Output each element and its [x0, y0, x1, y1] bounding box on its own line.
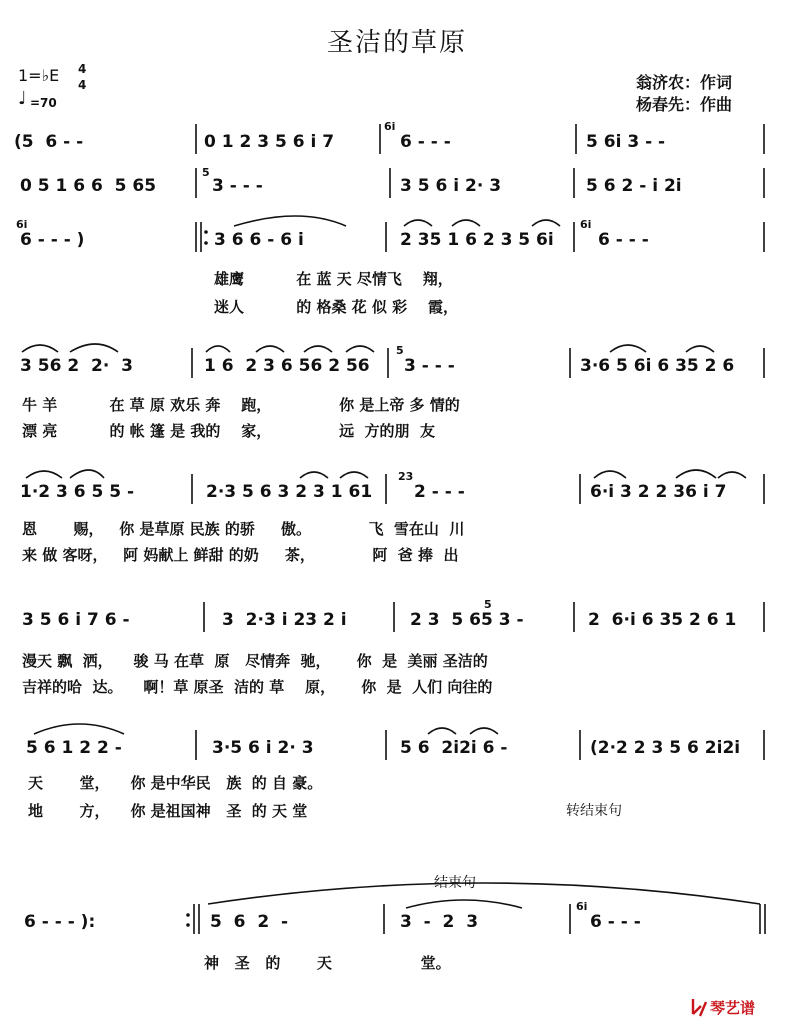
row-7-measure-4: (2·2 2 3 5 6 2i2i — [590, 738, 741, 758]
row-4-measure-3: 3 - - - — [404, 356, 455, 376]
row-2-measure-2: 3 - - - — [212, 176, 263, 196]
row-3-measure-1: 6 - - - ) — [20, 230, 85, 250]
row-5-measure-3: 2 - - - — [414, 482, 465, 502]
row-4-lyric-1: 牛 羊 在 草 原 欢乐 奔 跑， 你 是上帝 多 情的 — [22, 396, 460, 414]
row-8-grace: 6i — [576, 900, 588, 913]
music-note-icon — [690, 996, 708, 1018]
row-4-lyric-2: 漂 亮 的 帐 篷 是 我的 家， 远 方的朋 友 — [22, 422, 435, 440]
row-2-measure-4: 5 6 2 - i 2i — [586, 176, 682, 196]
logo-text: 琴艺谱 — [710, 999, 756, 1017]
row-6-measure-1: 3 5 6 i 7 6 - — [22, 610, 130, 630]
quarter-note-icon: ♩ — [18, 88, 27, 109]
row-1-measure-1: (5 6 - - — [14, 132, 84, 152]
row-4-measure-1: 3 56 2 2· 3 — [20, 356, 133, 376]
key-signature: 1=♭E — [18, 66, 60, 85]
row-8-measure-3: 3 - 2 3 — [400, 912, 479, 932]
row-7-measure-2: 3·5 6 i 2· 3 — [212, 738, 314, 758]
row-6-grace: 5 — [484, 598, 492, 611]
time-signature-bottom: 4 — [78, 78, 87, 92]
row-8-measure-4: 6 - - - — [590, 912, 641, 932]
row-6-measure-4: 2 6·i 6 35 2 6 1 — [588, 610, 737, 630]
row-1-grace: 6i — [384, 120, 396, 133]
ending-section-label: 结束句 — [434, 875, 476, 891]
tempo: =70 — [30, 96, 57, 110]
row-7-measure-1: 5 6 1 2 2 - — [26, 738, 122, 758]
row-5-measure-2: 2·3 5 6 3 2 3 1 61 — [206, 482, 373, 502]
row-2-measure-3: 3 5 6 i 2· 3 — [400, 176, 502, 196]
row-2-grace: 5 — [202, 166, 210, 179]
row-5-grace: 23 — [398, 470, 414, 483]
row-6-lyric-1: 漫天 飘 洒， 骏 马 在草 原 尽情奔 驰， 你 是 美丽 圣洁的 — [22, 652, 488, 670]
row-4-grace: 5 — [396, 344, 404, 357]
time-signature-top: 4 — [78, 62, 87, 76]
row-3-lyric-1: 雄鹰 在 蓝 天 尽情飞 翔， — [214, 270, 453, 288]
row-1-measure-3: 6 - - - — [400, 132, 451, 152]
lyricist-credit: 翁济农：作词 — [636, 73, 733, 92]
row-4-measure-2: 1 6 2 3 6 56 2 56 — [204, 356, 370, 376]
row-5-lyric-1: 恩 赐， 你 是草原 民族 的骄 傲。 飞 雪在山 川 — [22, 520, 465, 538]
row-3-measure-3: 2 35 1 6 2 3 5 6i — [400, 230, 554, 250]
transition-note: 转结束句 — [566, 803, 622, 819]
row-6-measure-2: 3 2·3 i 23 2 i — [222, 610, 347, 630]
row-6-lyric-2: 吉祥的哈 达。 啊！草 原圣 洁的 草 原， 你 是 人们 向往的 — [22, 678, 493, 696]
row-1-measure-4: 5 6i 3 - - — [586, 132, 666, 152]
row-7-lyric-2: 地 方， 你 是祖国神 圣 的 天 堂 — [28, 802, 308, 820]
row-6-measure-3: 2 3 5 65 3 - — [410, 610, 524, 630]
page-title: 圣洁的草原 — [326, 28, 467, 58]
site-logo — [690, 996, 786, 1020]
row-2-measure-1: 0 5 1 6 6 5 65 — [20, 176, 157, 196]
composer-credit: 杨春先：作曲 — [636, 95, 733, 114]
row-5-measure-1: 1·2 3 6 5 5 - — [20, 482, 135, 502]
row-5-measure-4: 6·i 3 2 2 36 i 7 — [590, 482, 727, 502]
row-7-lyric-1: 天 堂， 你 是中华民 族 的 自 豪。 — [28, 774, 323, 792]
row-7-measure-3: 5 6 2i2i 6 - — [400, 738, 508, 758]
row-8-lyric: 神 圣 的 天 堂。 — [204, 954, 451, 972]
row-3-lyric-2: 迷人 的 格桑 花 似 彩 霞， — [214, 298, 459, 316]
row-8-measure-1: 6 - - - ): — [24, 912, 96, 932]
row-4-measure-4: 3·6 5 6i 6 35 2 6 — [580, 356, 735, 376]
row-8-measure-2: 5 6 2 - — [210, 912, 289, 932]
row-1-measure-2: 0 1 2 3 5 6 i 7 — [204, 132, 335, 152]
row-3-measure-4: 6 - - - — [598, 230, 649, 250]
row-3-grace-a: 6i — [16, 218, 28, 231]
row-3-grace-b: 6i — [580, 218, 592, 231]
row-3-measure-2: 3 6 6 - 6 i — [214, 230, 304, 250]
row-5-lyric-2: 来 做 客呀， 阿 妈献上 鲜甜 的奶 茶， 阿 爸 捧 出 — [22, 546, 459, 564]
